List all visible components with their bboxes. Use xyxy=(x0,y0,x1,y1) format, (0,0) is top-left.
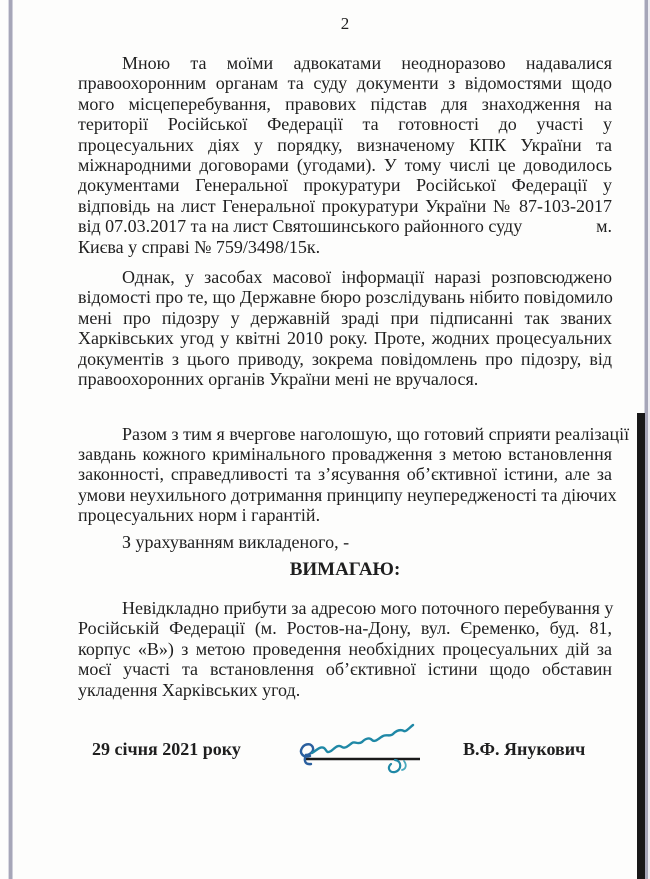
text-line xyxy=(78,216,612,236)
text-line: Разом з тим я вчергове наголошую, що готовий сприяти реалізації xyxy=(122,423,630,444)
text-line: правоохоронних органів України мені не вручалося. xyxy=(78,369,479,390)
handwritten-signature-icon xyxy=(296,723,436,777)
text-line: Харківських угод у квітні 2010 року. Проте, жодних процесуальних xyxy=(78,328,612,349)
text-line: укладення Харківських угод. xyxy=(78,679,301,700)
text-line: мого місцеперебування, правових підстав для знаходження на xyxy=(78,93,612,114)
text-line: законності, справедливості та з’ясування об’єктивної істини, але за xyxy=(78,464,612,485)
text-line: правоохоронним органам та суду документи з відомостями щодо xyxy=(78,73,612,94)
text-line: Російській Федерації (м. Ростов-на-Дону, вул. Єременко, буд. 81, xyxy=(78,618,612,639)
section-heading-demand: ВИМАГАЮ: xyxy=(289,558,401,580)
text-line: Києва у справі № 759/3498/15к. xyxy=(78,236,321,257)
text-line: відомості про те, що Державне бюро розслідувань нібито повідомило xyxy=(78,287,613,308)
paragraph-readiness-statement xyxy=(78,423,630,526)
text-line: території Російської Федерації та готовності до участі у xyxy=(78,114,612,135)
text-line: мені про підозру у державній зраді при підписанні так званих xyxy=(78,307,612,328)
text-line-right: м. xyxy=(596,216,612,237)
signatory-name: В.Ф. Янукович xyxy=(463,738,586,759)
paragraph-evidence-provided xyxy=(78,53,612,257)
text-line: Невідкладно прибути за адресою мого поточного перебування у xyxy=(122,597,614,618)
text-line: міжнародними договорами (угодами). У тому числі це доводилось xyxy=(78,155,612,176)
page-border-left xyxy=(8,0,13,879)
paragraph-demand-body xyxy=(78,598,612,700)
text-line: моєї участі та встановлення об’єктивної істини щодо обставин xyxy=(78,659,612,680)
signature-block xyxy=(78,737,612,817)
text-line: документами Генеральної прокуратури Російської Федерації у xyxy=(78,175,612,196)
text-line: процесуальних діях у порядку, визначеному КПК України та xyxy=(78,134,612,155)
text-line: З урахуванням викладеного, - xyxy=(122,531,350,552)
paragraph-considering-above xyxy=(78,532,612,552)
scrollbar-thumb[interactable] xyxy=(637,413,645,879)
text-line: умови неухильного дотримання принципу неупередженості та діючих xyxy=(78,484,617,505)
text-line: корпус «В») з метою проведення необхідних процесуальних дій за xyxy=(78,638,612,659)
text-line: Однак, у засобах масової інформації наразі розповсюджено xyxy=(122,267,612,288)
date-label: 29 січня 2021 року xyxy=(92,738,241,759)
text-line: процесуальних норм і гарантій. xyxy=(78,505,321,526)
text-line: відповідь на лист Генеральної прокуратури України № 87-103-2017 xyxy=(78,195,612,216)
text-line-left: від 07.03.2017 та на лист Святошинського районного суду xyxy=(78,216,523,237)
text-line: Мною та моїми адвокатами неодноразово надавалися xyxy=(122,53,612,73)
paragraph-media-allegations xyxy=(78,267,612,389)
text-line: документів з цього приводу, зокрема повідомлень про підозру, від xyxy=(78,348,612,369)
text-line: завдань кожного кримінального провадження з метою встановлення xyxy=(78,443,612,464)
page-number: 2 xyxy=(340,14,350,33)
page-content xyxy=(78,0,630,817)
